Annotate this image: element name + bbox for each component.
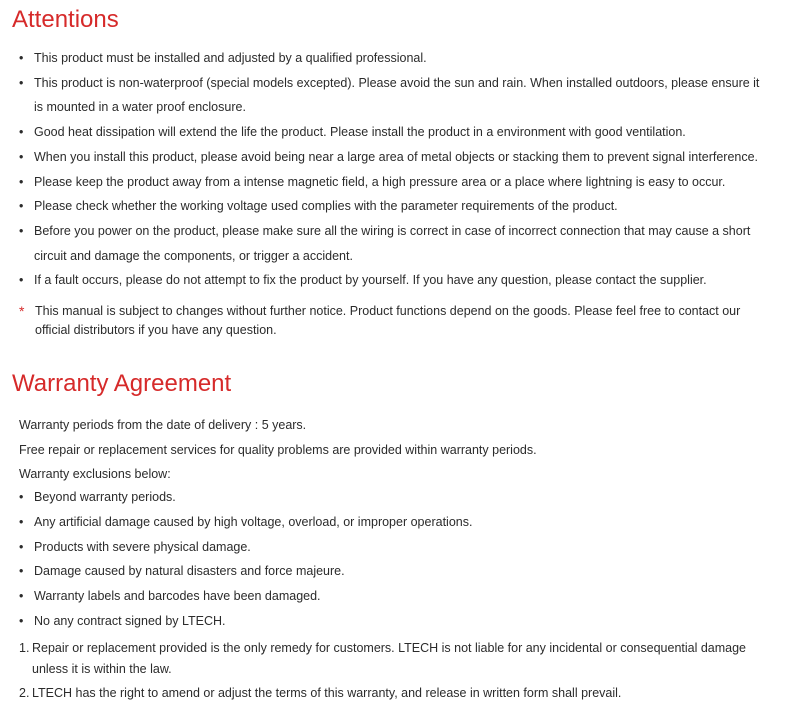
list-item-text: Warranty labels and barcodes have been damaged. bbox=[34, 589, 321, 604]
list-item bbox=[0, 120, 787, 145]
list-item bbox=[0, 71, 787, 120]
list-item bbox=[0, 683, 787, 704]
disclaimer-note bbox=[0, 302, 787, 339]
asterisk-icon: * bbox=[19, 303, 25, 319]
list-item bbox=[0, 485, 492, 510]
list-item-text: Any artificial damage caused by high voltage, overload, or improper operations. bbox=[34, 514, 473, 529]
bullet-icon: • bbox=[19, 223, 24, 238]
bullet-icon: • bbox=[19, 51, 24, 65]
attentions-title: Attentions bbox=[12, 6, 119, 33]
list-item bbox=[0, 46, 787, 71]
list-item bbox=[0, 559, 492, 584]
list-item-text: Please check whether the working voltage used complies with the parameter requirements of the product. bbox=[34, 199, 618, 214]
list-item bbox=[0, 145, 787, 170]
list-item-text: Repair or replacement provided is the only remedy for customers. LTECH is not liable for any incidental or consequential damage unless it is within the law. bbox=[32, 641, 747, 676]
warranty-repair: Free repair or replacement services for quality problems are provided within warranty periods. bbox=[19, 442, 537, 457]
list-item-text: Damage caused by natural disasters and force majeure. bbox=[34, 564, 345, 579]
list-item bbox=[0, 194, 787, 219]
bullet-icon: • bbox=[19, 490, 24, 504]
list-item bbox=[0, 584, 492, 609]
list-item bbox=[0, 268, 787, 293]
list-item-text: Please keep the product away from a intense magnetic field, a high pressure area or a place where lightning is easy to occur. bbox=[34, 174, 726, 189]
bullet-icon: • bbox=[19, 273, 24, 288]
list-item-text: LTECH has the right to amend or adjust the terms of this warranty, and release in written form shall prevail. bbox=[32, 686, 622, 700]
list-item bbox=[0, 219, 787, 268]
list-item-text: Beyond warranty periods. bbox=[34, 490, 176, 504]
bullet-icon: • bbox=[19, 589, 24, 604]
attentions-list bbox=[0, 46, 787, 293]
list-item-text: No any contract signed by LTECH. bbox=[34, 613, 226, 628]
bullet-icon: • bbox=[19, 174, 24, 189]
item-number: 1. bbox=[19, 641, 30, 655]
warranty-period: Warranty periods from the date of delivery : 5 years. bbox=[19, 418, 307, 432]
bullet-icon: • bbox=[19, 539, 24, 554]
warranty-title: Warranty Agreement bbox=[12, 370, 232, 397]
list-item-text: This product must be installed and adjusted by a qualified professional. bbox=[34, 51, 427, 65]
warranty-intro bbox=[19, 413, 537, 487]
warranty-terms-list bbox=[0, 638, 787, 704]
list-item bbox=[0, 609, 492, 634]
list-item-text: Before you power on the product, please make sure all the wiring is correct in case of incorrect connection that may cause a short circuit and damage the components, or trigger a accident. bbox=[34, 223, 751, 263]
bullet-icon: • bbox=[19, 199, 24, 214]
list-item-text: Good heat dissipation will extend the life the product. Please install the product in a environment with good ventilation. bbox=[34, 125, 686, 140]
bullet-icon: • bbox=[19, 75, 24, 90]
list-item-text: When you install this product, please avoid being near a large area of metal objects or stacking them to prevent signal interference. bbox=[34, 149, 759, 164]
bullet-icon: • bbox=[19, 564, 24, 579]
bullet-icon: • bbox=[19, 149, 24, 164]
list-item-text: Products with severe physical damage. bbox=[34, 539, 251, 554]
bullet-icon: • bbox=[19, 514, 24, 529]
list-item bbox=[0, 535, 492, 560]
bullet-icon: • bbox=[19, 613, 24, 628]
list-item-text: If a fault occurs, please do not attempt to fix the product by yourself. If you have any question, please contact the supplier. bbox=[34, 273, 707, 288]
list-item-text: This product is non-waterproof (special models excepted). Please avoid the sun and rain. When installed outdoors, please ensure it is mounted in a water proof enclosure. bbox=[34, 75, 760, 115]
bullet-icon: • bbox=[19, 125, 24, 140]
exclusions-list bbox=[0, 485, 492, 634]
item-number: 2. bbox=[19, 686, 30, 700]
list-item bbox=[0, 170, 787, 195]
list-item bbox=[0, 638, 787, 679]
list-item bbox=[0, 510, 492, 535]
exclusions-label: Warranty exclusions below: bbox=[19, 467, 171, 481]
disclaimer-text: This manual is subject to changes without further notice. Product functions depend on the goods. Please feel free to contact our official distributors if you have any question. bbox=[35, 304, 741, 337]
